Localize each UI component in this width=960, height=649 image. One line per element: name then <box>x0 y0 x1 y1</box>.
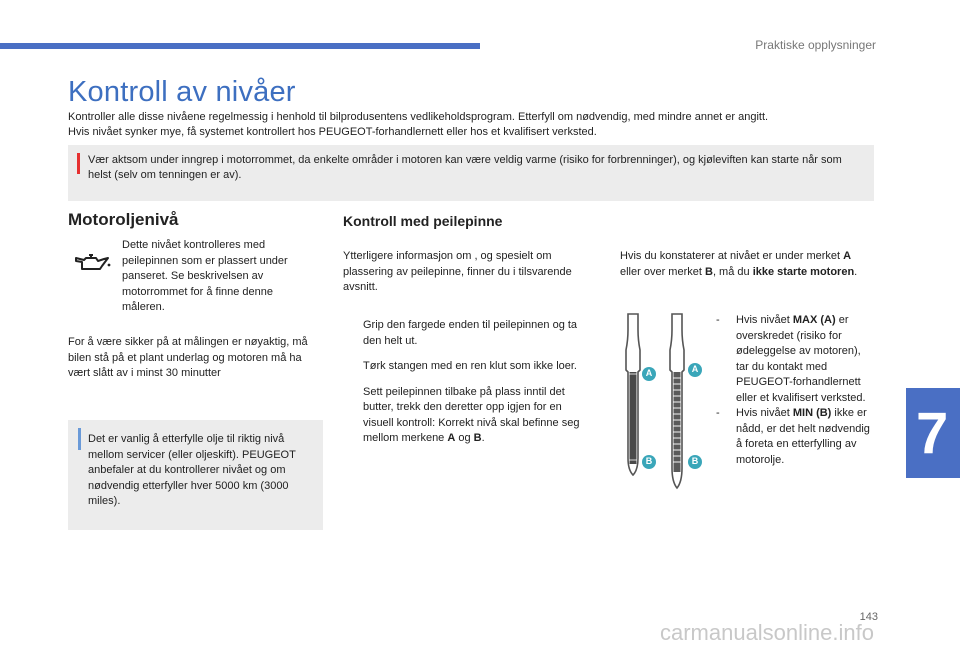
label-a-left: A <box>645 368 653 378</box>
page-number: 143 <box>859 611 878 623</box>
step-1-text: Grip den fargede enden til peilepinnen og ta den helt ut. <box>363 319 578 347</box>
info-text: Det er vanlig å etterfylle olje til riktig nivå mellom servicer (eller oljeskift). PEUGEOT anbefaler at du kontrollerer nivået og om nødvendig etterfyller hver 5000 km (3000 miles). <box>88 433 296 507</box>
dipstick-heading: Kontroll med peilepinne <box>343 213 503 229</box>
bullet-icon <box>343 359 355 375</box>
watermark: carmanualsonline.info <box>659 620 874 645</box>
info-icon <box>78 428 81 450</box>
step-3 <box>343 385 593 447</box>
dipstick-steps <box>343 318 593 457</box>
max-item: - Hvis nivået MAX (A) er overskredet (risiko for ødeleggelse av motoren), tar du kontakt med PEUGEOT-forhandlernett eller et kvalifisert verksted. <box>716 314 866 404</box>
label-b-left: B <box>645 456 653 466</box>
label-a-right: A <box>691 364 699 374</box>
header-accent-bar <box>0 43 480 49</box>
page-title: Kontroll av nivåer <box>68 76 296 108</box>
dipstick-more-info: Ytterligere informasjon om , og spesielt om plassering av peilepinne, finner du i tilsvarende avsnitt. <box>343 250 572 293</box>
dipstick-check-intro: Hvis du konstaterer at nivået er under merket A eller over merket B, må du ikke starte motoren. <box>620 250 858 278</box>
step-2 <box>343 359 593 375</box>
bullet-icon <box>343 318 355 349</box>
intro-text <box>68 110 868 140</box>
intro-line-1: Kontroller alle disse nivåene regelmessig i henhold til bilprodusentens vedlikeholdsprogram. Etterfyll om nødvendig, med mindre annet er angitt. <box>68 111 769 123</box>
motor-oil-accuracy-text: For å være sikker på at målingen er nøyaktig, må bilen stå på et plant underlag og motoren må ha vært slått av i minst 30 minutter <box>68 336 308 379</box>
chapter-tab: 7 <box>906 388 960 478</box>
motor-oil-heading: Motoroljenivå <box>68 210 179 229</box>
motor-oil-icon-text: Dette nivået kontrolleres med peilepinnen som er plassert under panseret. Se beskrivelsen av motorrommet for å finne denne måleren. <box>122 239 288 313</box>
level-list <box>716 313 876 468</box>
min-item: - Hvis nivået MIN (B) ikke er nådd, er det helt nødvendig å foreta en etterfylling av motorolje. <box>716 407 870 466</box>
step-3-text: Sett peilepinnen tilbake på plass inntil det butter, trekk den deretter opp igjen for en visuell kontroll: Korrekt nivå skal befinne seg mellom merkene A og B. <box>363 385 580 444</box>
step-2-text: Tørk stangen med en ren klut som ikke loer. <box>363 360 577 372</box>
warning-icon <box>77 153 80 174</box>
oil-can-icon <box>74 252 112 274</box>
dipstick-illustration <box>610 310 710 495</box>
warning-text: Vær aktsom under inngrep i motorrommet, da enkelte områder i motoren kan være veldig varme (risiko for forbrenninger), og kjøleviften kan starte når som helst (selv om tenningen er av). <box>88 154 842 181</box>
bullet-icon <box>343 385 355 447</box>
step-1 <box>343 318 593 349</box>
label-b-right: B <box>691 456 699 466</box>
section-label: Praktiske opplysninger <box>755 38 876 52</box>
intro-line-2: Hvis nivået synker mye, få systemet kontrollert hos PEUGEOT-forhandlernett eller hos et kvalifisert verksted. <box>68 126 597 138</box>
